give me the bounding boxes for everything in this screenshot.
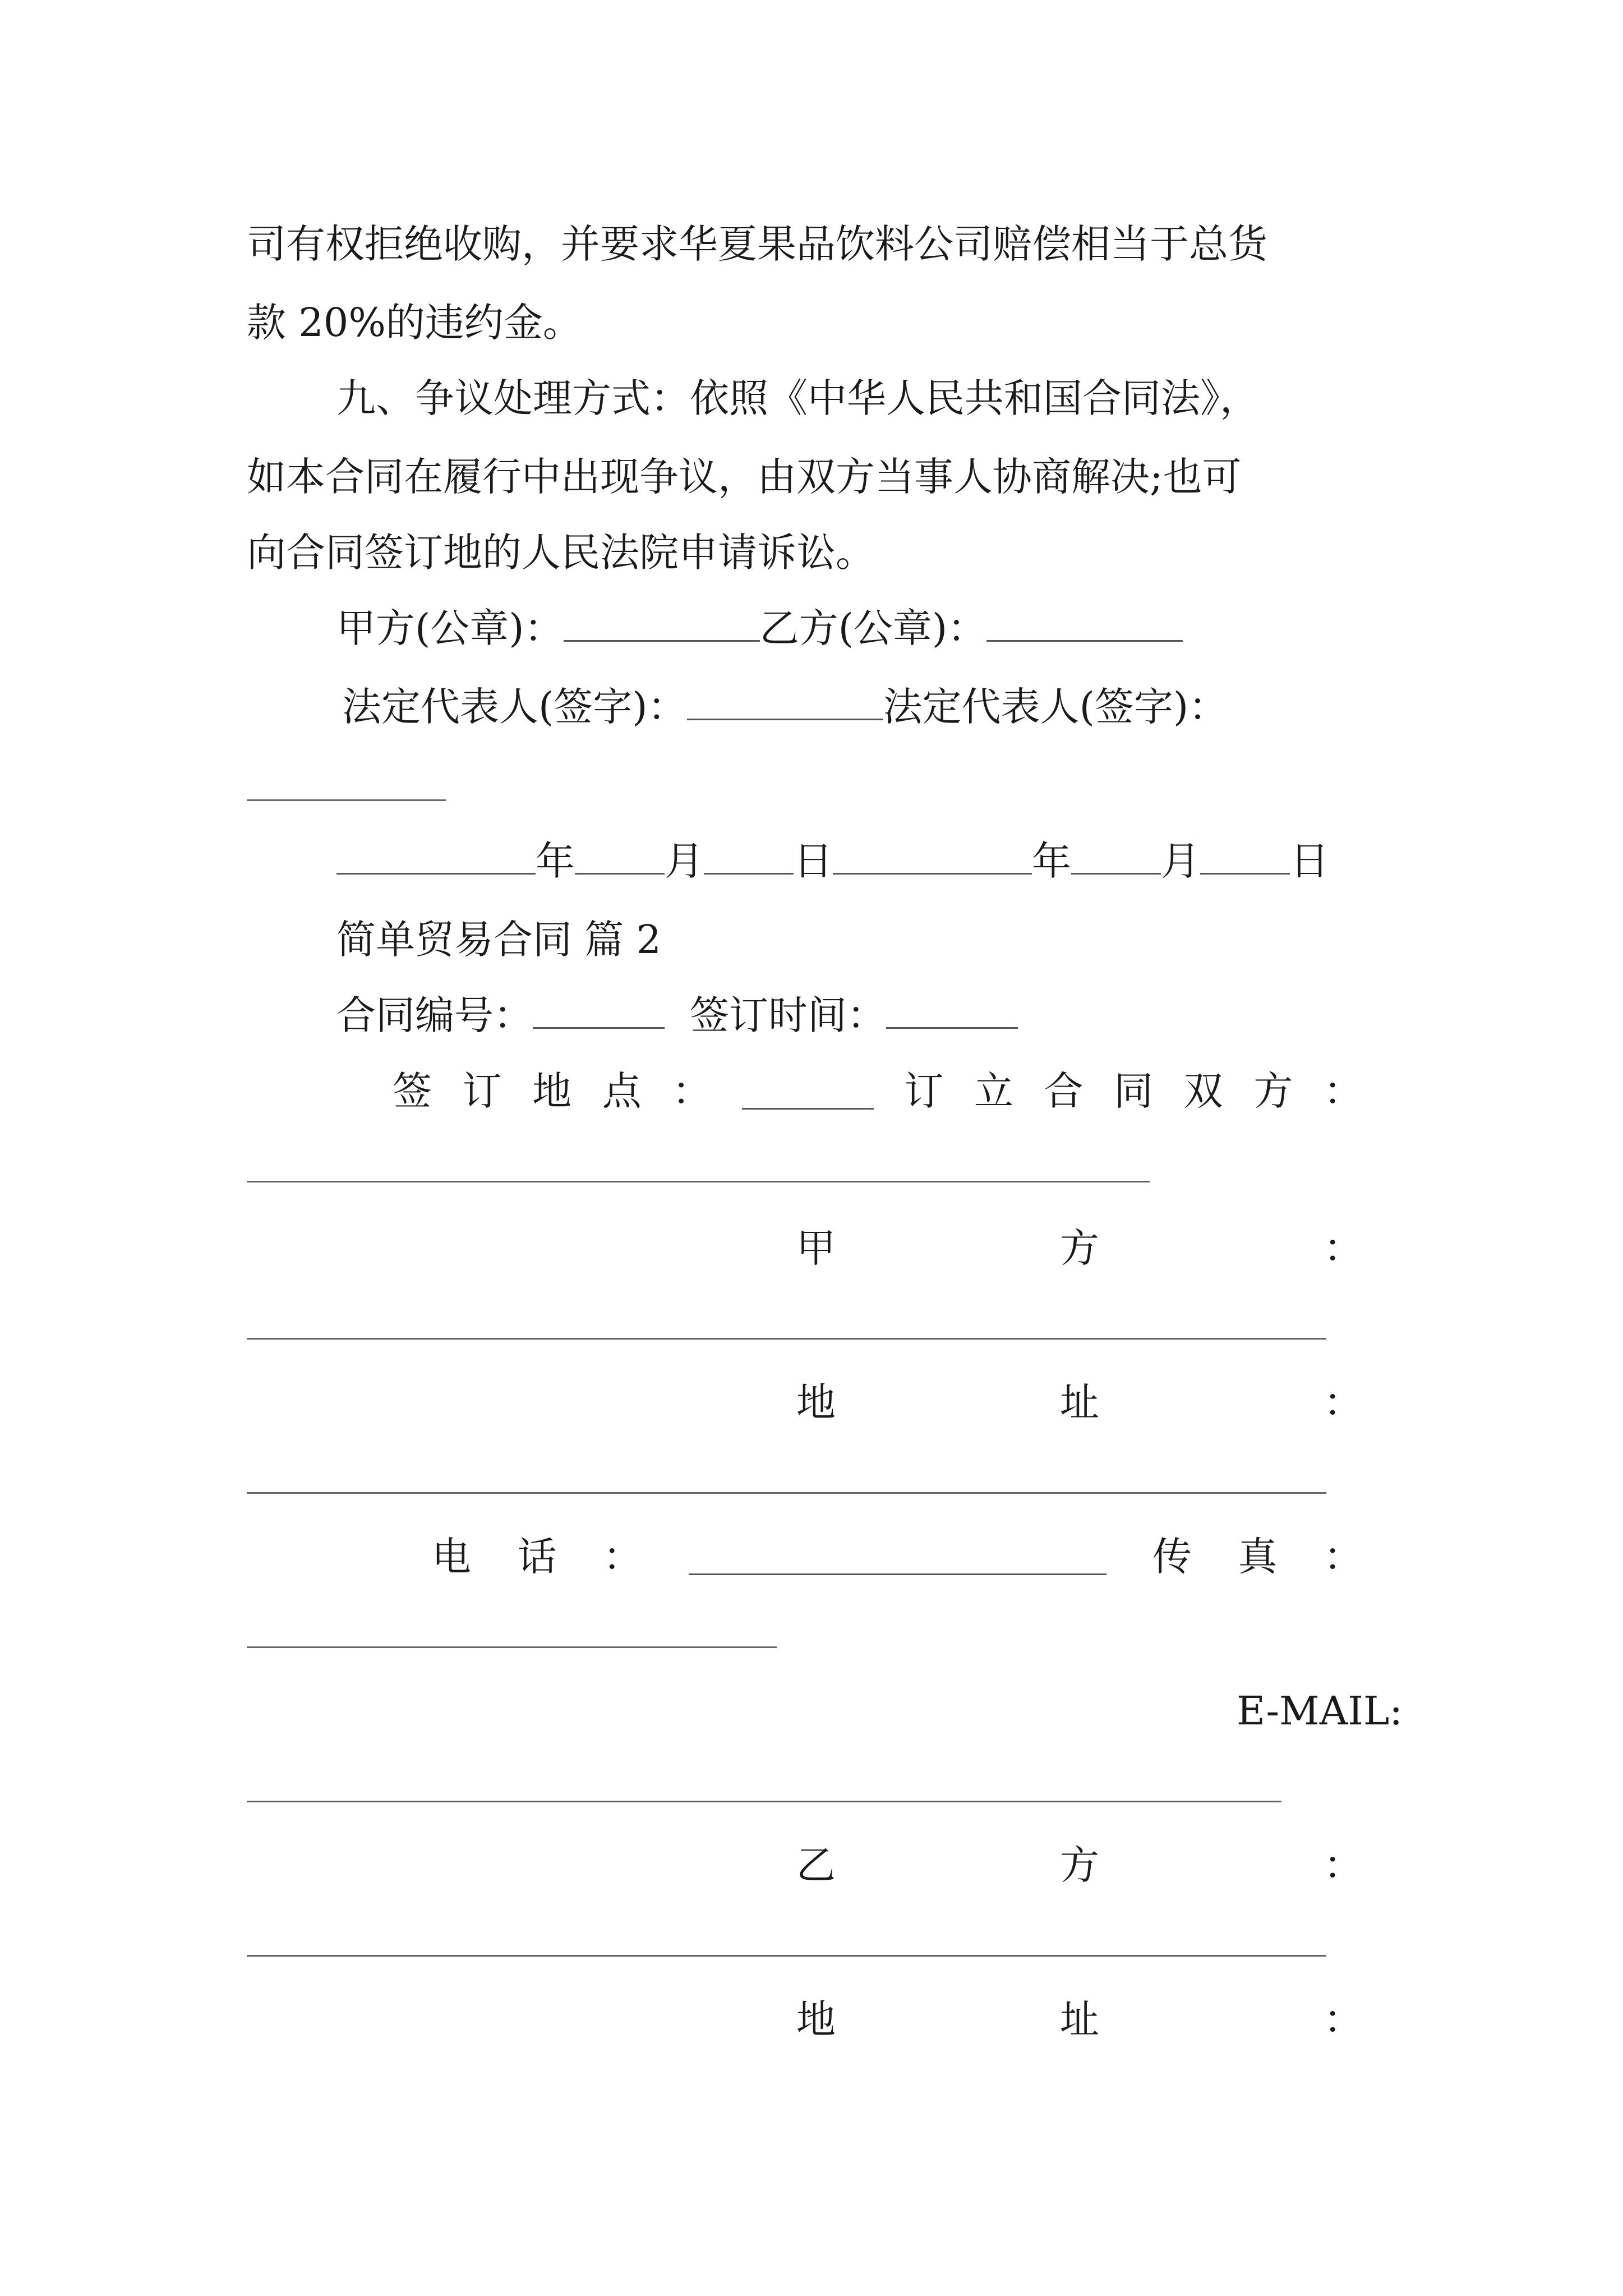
date-b-year-blank[interactable] xyxy=(833,838,1032,875)
legal-rep-a-label: 法定代表人(签字)： xyxy=(342,684,687,730)
date-a-month-blank[interactable] xyxy=(575,838,665,875)
party-b-char-3: ： xyxy=(1324,1842,1363,1888)
fax-char-2: 真 xyxy=(1238,1534,1278,1580)
parties-char-2: 立 xyxy=(974,1068,1014,1114)
address-b-line xyxy=(796,1991,1363,2047)
date-b-day-blank[interactable] xyxy=(1200,838,1290,875)
parties-char-1: 订 xyxy=(904,1068,944,1114)
legal-rep-b-blank[interactable] xyxy=(247,799,446,801)
legal-rep-line xyxy=(342,679,1228,735)
sign-place-char-4: 点 xyxy=(602,1068,642,1114)
party-a-seal-label: 甲方(公章)： xyxy=(336,605,564,651)
sign-place-char-1: 签 xyxy=(393,1068,432,1114)
phone-char-3: ： xyxy=(603,1534,642,1580)
sign-place-blank[interactable] xyxy=(742,1073,874,1110)
party-a-char-3: ： xyxy=(1324,1225,1363,1271)
parties-char-7: ： xyxy=(1323,1068,1363,1114)
sign-time-label: 签订时间： xyxy=(690,992,886,1038)
legal-rep-a-blank[interactable] xyxy=(687,684,883,720)
contract-no-blank[interactable] xyxy=(533,992,665,1029)
sign-time-blank[interactable] xyxy=(886,992,1018,1029)
address-a-blank[interactable] xyxy=(247,1492,1326,1494)
date-b-month-blank[interactable] xyxy=(1071,838,1161,875)
email-blank[interactable] xyxy=(247,1801,1281,1802)
phone-char-2: 话 xyxy=(517,1534,557,1580)
sign-place-line xyxy=(393,1063,1363,1119)
legal-rep-b-label: 法定代表人(签字)： xyxy=(883,684,1228,730)
parties-char-5: 双 xyxy=(1183,1068,1223,1114)
address-a-char-3: ： xyxy=(1324,1379,1363,1425)
parties-char-3: 合 xyxy=(1044,1068,1083,1114)
address-a-char-2: 址 xyxy=(1060,1379,1099,1425)
party-b-blank[interactable] xyxy=(247,1955,1326,1957)
address-b-char-1: 地 xyxy=(796,1996,836,2042)
address-b-char-2: 址 xyxy=(1060,1996,1099,2042)
address-a-line xyxy=(796,1374,1363,1430)
party-a-blank[interactable] xyxy=(247,1338,1326,1340)
body-line-5: 向合同签订地的人民法院申请诉讼。 xyxy=(247,530,875,576)
date-b-month-label: 月 xyxy=(1161,838,1200,884)
party-b-seal-label: 乙方(公章)： xyxy=(759,605,987,651)
phone-char-1: 电 xyxy=(432,1534,471,1580)
date-a-day-blank[interactable] xyxy=(704,838,794,875)
date-line xyxy=(336,833,1329,889)
seal-line xyxy=(336,600,1183,656)
address-a-char-1: 地 xyxy=(796,1379,836,1425)
party-b-char-2: 方 xyxy=(1060,1842,1099,1888)
fax-char-1: 传 xyxy=(1152,1534,1192,1580)
sign-place-char-5: ： xyxy=(672,1068,712,1114)
contract-2-title: 简单贸易合同 篇 2 xyxy=(336,917,662,963)
phone-blank[interactable] xyxy=(689,1539,1106,1575)
party-b-line xyxy=(796,1837,1363,1893)
parties-char-6: 方 xyxy=(1253,1068,1293,1114)
contract-meta-line xyxy=(336,987,1018,1043)
party-b-seal-blank[interactable] xyxy=(986,605,1183,642)
fax-blank[interactable] xyxy=(247,1646,777,1648)
address-b-char-3: ： xyxy=(1324,1996,1363,2042)
date-a-year-label: 年 xyxy=(536,838,575,884)
date-a-month-label: 月 xyxy=(665,838,704,884)
contract-no-label: 合同编号： xyxy=(336,992,533,1038)
party-a-char-1: 甲 xyxy=(796,1225,836,1271)
body-line-2: 款 20%的违约金。 xyxy=(247,300,582,346)
phone-fax-line xyxy=(432,1529,1363,1585)
party-a-char-2: 方 xyxy=(1060,1225,1099,1271)
party-a-line xyxy=(796,1220,1363,1276)
body-line-1: 司有权拒绝收购，并要求华夏果品饮料公司赔偿相当于总货 xyxy=(247,221,1267,267)
email-label: E-MAIL: xyxy=(1237,1688,1403,1734)
party-a-seal-blank[interactable] xyxy=(564,605,760,642)
parties-blank[interactable] xyxy=(247,1181,1150,1182)
body-line-4: 如本合同在履行中出现争议，由双方当事人协商解决;也可 xyxy=(247,454,1242,500)
date-a-year-blank[interactable] xyxy=(336,838,536,875)
sign-place-char-3: 地 xyxy=(532,1068,572,1114)
date-a-day-label: 日 xyxy=(794,838,833,884)
date-b-day-label: 日 xyxy=(1290,838,1329,884)
body-line-3: 九、争议处理方式：依照《中华人民共和国合同法》， xyxy=(336,375,1259,421)
party-b-char-1: 乙 xyxy=(796,1842,836,1888)
parties-char-4: 同 xyxy=(1114,1068,1154,1114)
fax-char-3: ： xyxy=(1324,1534,1363,1580)
sign-place-char-2: 订 xyxy=(462,1068,502,1114)
date-b-year-label: 年 xyxy=(1032,838,1071,884)
